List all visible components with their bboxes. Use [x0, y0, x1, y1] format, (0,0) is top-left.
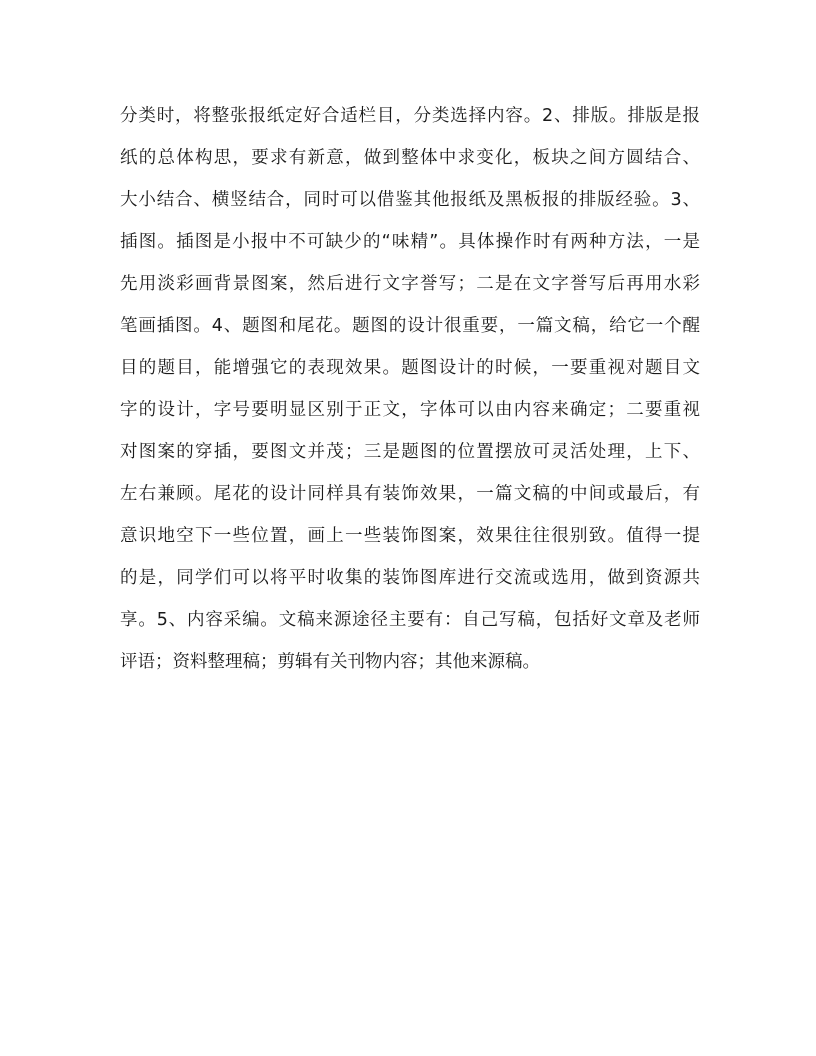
body-text-line: 插图。插图是小报中不可缺少的“味精”。具体操作时有两种方法，一是	[120, 232, 700, 252]
body-text-line: 左右兼顾。尾花的设计同样具有装饰效果，一篇文稿的中间或最后，有	[120, 484, 700, 504]
body-text-line: 字的设计，字号要明显区别于正文，字体可以由内容来确定；二要重视	[120, 400, 700, 420]
body-text-line: 意识地空下一些位置，画上一些装饰图案，效果往往很别致。值得一提	[120, 526, 700, 546]
body-text-line: 先用淡彩画背景图案，然后进行文字誉写；二是在文字誉写后再用水彩	[120, 274, 700, 294]
body-text-line: 纸的总体构思，要求有新意，做到整体中求变化，板块之间方圆结合、	[120, 148, 700, 168]
body-text-line: 的是，同学们可以将平时收集的装饰图库进行交流或选用，做到资源共	[120, 568, 700, 588]
body-text-line: 大小结合、横竖结合，同时可以借鉴其他报纸及黑板报的排版经验。3、	[120, 190, 700, 210]
body-text-line: 目的题目，能增强它的表现效果。题图设计的时候，一要重视对题目文	[120, 358, 700, 378]
body-text-line: 笔画插图。4、题图和尾花。题图的设计很重要，一篇文稿，给它一个醒	[120, 316, 700, 336]
body-text-line: 评语；资料整理稿；剪辑有关刊物内容；其他来源稿。	[120, 652, 540, 672]
body-text-line: 对图案的穿插，要图文并茂；三是题图的位置摆放可灵活处理，上下、	[120, 442, 700, 462]
body-text-line: 享。5、内容采编。文稿来源途径主要有：自己写稿，包括好文章及老师	[120, 610, 700, 630]
body-text-line: 分类时，将整张报纸定好合适栏目，分类选择内容。2、排版。排版是报	[120, 106, 700, 126]
